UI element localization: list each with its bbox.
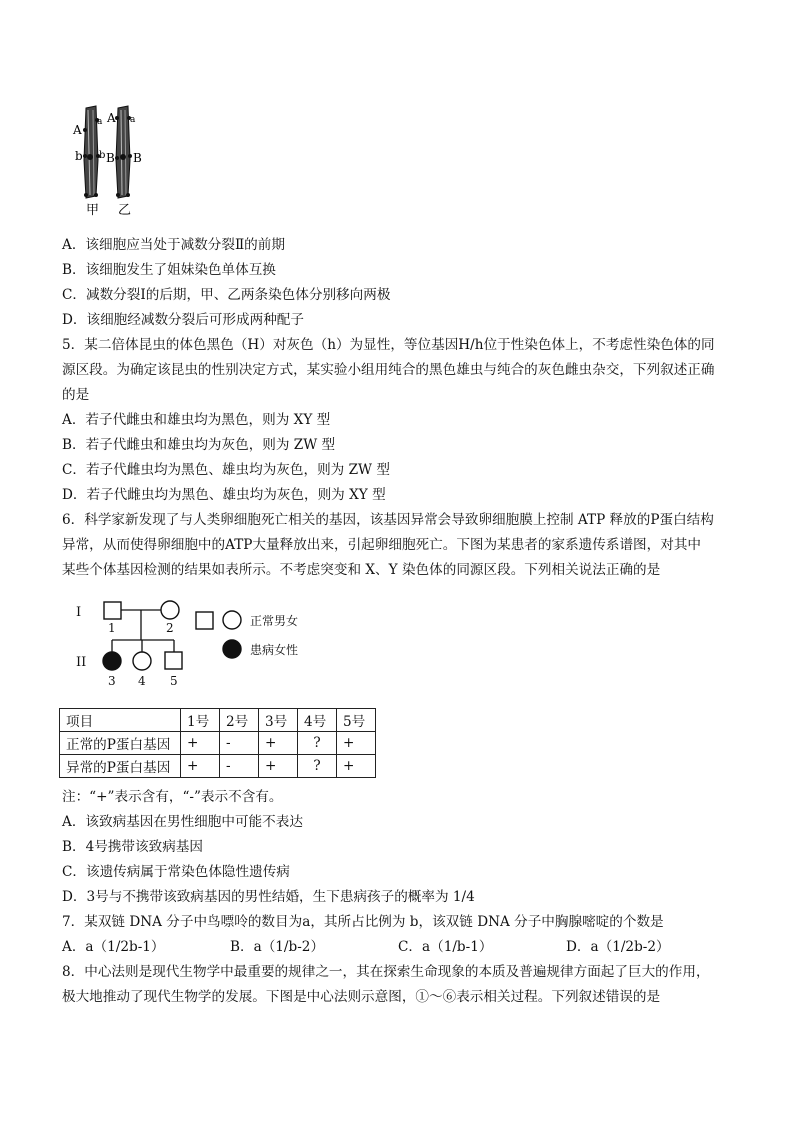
table-header-row [60,709,376,732]
q6-option-a: A．该致病基因在男性细胞中可能不表达 [62,814,303,830]
legend-affected-symbol [223,640,241,658]
q4-option-b: B．该细胞发生了姐妹染色单体互换 [62,262,276,278]
generation-i-label: I [76,605,82,620]
q7-stem: 7．某双链 DNA 分子中鸟嘌呤的数目为a，其所占比例为 b，该双链 DNA 分子中胸腺嘧啶的个数是 [62,914,664,930]
table-cell: ? [298,755,337,778]
legend-normal-label: 正常男女 [250,614,299,628]
individual-5-number: 5 [170,674,178,688]
table-header-cell: 2号 [220,709,259,732]
legend-affected-label: 患病女性 [250,643,299,657]
table-note: 注：“+”表示含有，“-”表示不含有。 [62,789,283,805]
pedigree-drawing [72,596,332,688]
table-cell: - [220,755,259,778]
table-header-cell: 1号 [181,709,220,732]
chromosome-label-jia: 甲 [86,203,100,218]
individual-2-number: 2 [166,621,174,635]
chromosome-label-yi: 乙 [118,203,132,218]
q7-option-b: B．a（1/b-2） [230,939,325,955]
q5-option-b: B．若子代雌虫和雄虫均为灰色，则为 ZW 型 [62,437,336,453]
table-cell: + [181,732,220,755]
individual-1-number: 1 [108,621,116,635]
gene-label: b [99,150,106,161]
generation-ii-label: II [76,655,87,670]
q8-stem-line-2: 极大地推动了现代生物学的发展。下图是中心法则示意图，①～⑥表示相关过程。下列叙述错误的是 [62,989,661,1005]
q6-option-b: B．4号携带该致病基因 [62,839,203,855]
table-row [60,732,376,755]
legend-female-symbol [223,611,241,629]
q5-option-c: C．若子代雌虫均为黑色、雄虫均为灰色，则为 ZW 型 [62,462,390,478]
table-cell: 正常的P蛋白基因 [60,732,181,755]
gene-label: B [106,151,115,165]
table-header-cell: 5号 [337,709,376,732]
q5-stem-line-2: 源区段。为确定该昆虫的性别决定方式，某实验小组用纯合的黑色雄虫与纯合的灰色雌虫杂交，下列叙述正确 [62,362,715,378]
q6-stem-line-2: 异常，从而使得卵细胞中的ATP大量释放出来，引起卵细胞死亡。下图为某患者的家系遗传系谱图，对其中 [62,537,702,553]
pedigree-chart [72,596,332,688]
table-cell: + [181,755,220,778]
table-header-cell: 3号 [259,709,298,732]
individual-1-male [104,602,121,619]
gene-label: a [97,117,103,127]
q6-option-c: C．该遗传病属于常染色体隐性遗传病 [62,864,290,880]
table-cell: + [259,755,298,778]
q6-option-d: D．3号与不携带该致病基因的男性结婚，生下患病孩子的概率为 1/4 [62,889,475,905]
q4-option-c: C．减数分裂Ⅰ的后期，甲、乙两条染色体分别移向两极 [62,287,391,303]
gene-label: B [133,151,142,165]
q5-stem-line-3: 的是 [62,387,90,403]
gene-label: b [75,149,83,163]
q7-option-a: A．a（1/2b-1） [62,939,165,955]
chromosome-drawing [66,100,156,220]
table-row [60,755,376,778]
q4-option-d: D．该细胞经减数分裂后可形成两种配子 [62,312,304,328]
table-header-cell: 项目 [60,709,181,732]
individual-5-male [165,652,182,669]
gene-label: A [73,123,82,137]
gene-label: a [130,115,136,125]
individual-2-female [161,601,179,619]
q5-option-a: A．若子代雌虫和雄虫均为黑色，则为 XY 型 [62,412,331,428]
table-cell: + [337,732,376,755]
table-cell: ? [298,732,337,755]
individual-3-number: 3 [108,674,116,688]
table-cell: + [259,732,298,755]
table-cell: - [220,732,259,755]
table-cell: + [337,755,376,778]
gene-detection-table [59,708,376,778]
individual-4-number: 4 [138,674,146,688]
q7-option-c: C．a（1/b-1） [398,939,493,955]
q6-stem-line-1: 6．科学家新发现了与人类卵细胞死亡相关的基因，该基因异常会导致卵细胞膜上控制 ATP 释放的P蛋白结构 [62,512,714,528]
legend-male-symbol [196,612,213,629]
individual-4-female [133,652,151,670]
q5-option-d: D．若子代雌虫均为黑色、雄虫均为灰色，则为 XY 型 [62,487,386,503]
q5-stem-line-1: 5．某二倍体昆虫的体色黑色（H）对灰色（h）为显性，等位基因H/h位于性染色体上，不考虑性染色体的同 [62,337,715,353]
q4-option-a: A．该细胞应当处于减数分裂Ⅱ的前期 [62,237,285,253]
q6-stem-line-3: 某些个体基因检测的结果如表所示。不考虑突变和 X、Y 染色体的同源区段。下列相关说法正确的是 [62,562,661,578]
individual-3-affected-female [103,652,121,670]
table-header-cell: 4号 [298,709,337,732]
table-cell: 异常的P蛋白基因 [60,755,181,778]
q7-option-d: D．a（1/2b-2） [566,939,670,955]
chromosome-figure [66,100,156,220]
gene-label: A [107,111,116,125]
q8-stem-line-1: 8．中心法则是现代生物学中最重要的规律之一，其在探索生命现象的本质及普遍规律方面起了巨大的作用， [62,964,710,980]
